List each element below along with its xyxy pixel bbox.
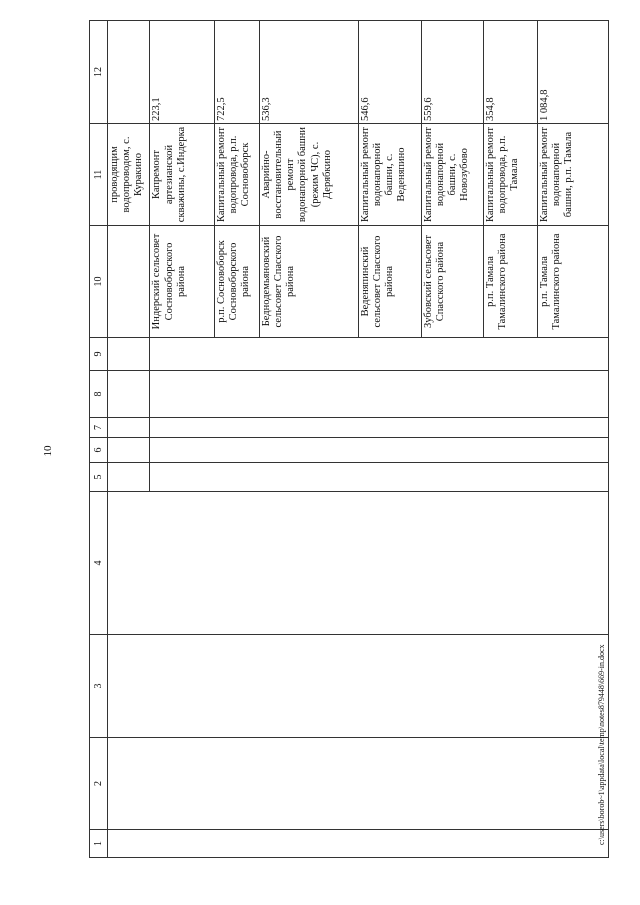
cell-amount: 1 084,8: [537, 21, 608, 124]
cell-col7: [108, 418, 150, 438]
cell-municipality: Зубовский сельсовет Спасского района: [421, 226, 483, 338]
cell-amount: [108, 21, 150, 124]
cell-amount: 354,8: [484, 21, 538, 124]
header-cell: 2: [90, 738, 108, 830]
cell-col3: [108, 635, 609, 738]
header-row: [90, 21, 108, 858]
cell-object: проводящим водопроводом, с. Куракино: [108, 124, 150, 226]
cell-municipality: р.п. Тамала Тамалинского района: [537, 226, 608, 338]
footer-file-path: c:\users\borob~1\appdata\local\temp\notes879448\669-in.docx: [597, 644, 606, 845]
cell-amount: 559,6: [421, 21, 483, 124]
cell-object: Капремонт артезианской скважины, с.Индерка: [150, 124, 215, 226]
cell-col8: [150, 371, 609, 418]
header-cell: 1: [90, 830, 108, 858]
header-cell: 3: [90, 635, 108, 738]
header-cell: 7: [90, 418, 108, 438]
cell-amount: 722,5: [215, 21, 260, 124]
header-cell: 11: [90, 124, 108, 226]
cell-municipality: Индерский сельсовет Сосновоборского района: [150, 226, 215, 338]
cell-object: Аварийно-восстановительный ремонт водонапорной башни (режим ЧС), с. Дерябкино: [260, 124, 359, 226]
cell-object: Капитальный ремонт водонапорной башни, р.п. Тамала: [537, 124, 608, 226]
cell-col6: [150, 438, 609, 463]
cell-col9: [150, 338, 609, 371]
cell-municipality: р.п. Сосновоборск Сосновоборского района: [215, 226, 260, 338]
cell-col6: [108, 438, 150, 463]
cell-amount: 536,3: [260, 21, 359, 124]
cell-municipality: р.п. Тамала Тамалинского района: [484, 226, 538, 338]
cell-municipality: [108, 226, 150, 338]
header-cell: 8: [90, 371, 108, 418]
cell-col9: [108, 338, 150, 371]
cell-municipality: Беднодемьяновский сельсовет Спасского района: [260, 226, 359, 338]
header-cell: 9: [90, 338, 108, 371]
table-row: [108, 21, 150, 858]
cell-amount: 223,1: [150, 21, 215, 124]
header-cell: 6: [90, 438, 108, 463]
budget-table: [89, 20, 609, 858]
cell-object: Капитальный ремонт водонапорной башни, с. Веденяпино: [359, 124, 421, 226]
cell-col4: [108, 492, 609, 635]
header-cell: 4: [90, 492, 108, 635]
rotated-table-container: [89, 21, 609, 858]
cell-municipality: Веденяпинский сельсовет Спасского района: [359, 226, 421, 338]
cell-col5: [108, 463, 150, 492]
header-cell: 5: [90, 463, 108, 492]
cell-col8: [108, 371, 150, 418]
cell-object: Капитальный ремонт водонапорной башни, с. Новозубово: [421, 124, 483, 226]
cell-object: Капитальный ремонт водопровода, р.п. Сосновоборск: [215, 124, 260, 226]
cell-amount: 546,6: [359, 21, 421, 124]
cell-object: Капитальный ремонт водопровода, р.п. Тамала: [484, 124, 538, 226]
cell-col2: [108, 738, 609, 830]
page-number: 10: [42, 445, 54, 457]
cell-col7: [150, 418, 609, 438]
cell-col5: [150, 463, 609, 492]
header-cell: 12: [90, 21, 108, 124]
header-cell: 10: [90, 226, 108, 338]
